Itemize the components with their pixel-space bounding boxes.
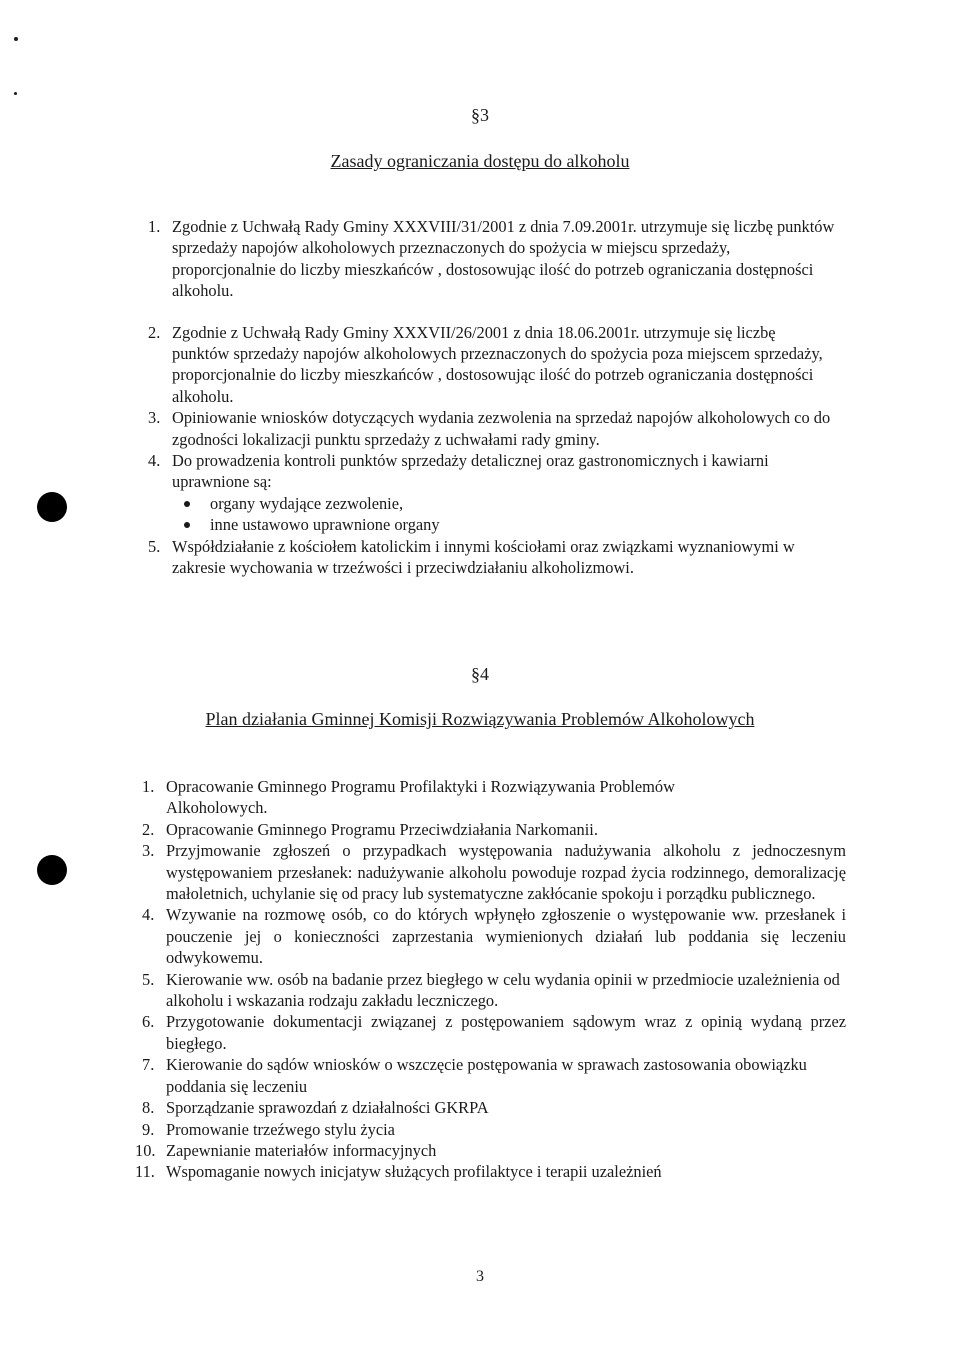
section-3-title: Zasady ograniczania dostępu do alkoholu (330, 151, 630, 171)
item-text: Wspomaganie nowych inicjatyw służących profilaktyce i terapii uzależnień (166, 1162, 662, 1182)
list-item (142, 969, 846, 1012)
list-item (142, 1097, 846, 1118)
list-item (142, 1011, 846, 1054)
list-item (142, 904, 846, 968)
list-item (135, 1140, 846, 1161)
list-item (148, 450, 835, 536)
item-text: Opracowanie Gminnego Programu Profilaktyki i Rozwiązywania Problemów Alkoholowych. (166, 777, 675, 818)
list-item (142, 840, 846, 904)
item-number: 10. (135, 1140, 156, 1160)
item-number: 1. (148, 217, 161, 236)
list-item (135, 1161, 846, 1182)
item-text: Wzywanie na rozmowę osób, co do których wpłynęło zgłoszenie o występowanie ww. przesłanek i pouczenie jej o konieczności zaprzestania wymienionych działań lub poddania się leczeniu odwykowemu. (166, 905, 846, 968)
item-number: 9. (142, 1119, 155, 1139)
section-4-heading: §4 (471, 664, 489, 684)
bullet-item (172, 493, 835, 514)
item-text: Promowanie trzeźwego stylu życia (166, 1119, 395, 1139)
binder-hole-top (37, 492, 67, 522)
list-item (142, 776, 846, 819)
scan-speck (14, 92, 17, 95)
list-item (142, 819, 846, 840)
item-number: 3. (148, 408, 161, 428)
item-text: Kierowanie ww. osób na badanie przez biegłego w celu wydania opinii w przedmiocie uzależnienia od alkoholu i wskazania rodzaju zakładu leczniczego. (166, 969, 840, 1011)
bullet-item (172, 514, 835, 535)
section-4-title: Plan działania Gminnej Komisji Rozwiązywania Problemów Alkoholowych (205, 709, 755, 729)
item-text: Przygotowanie dokumentacji związanej z postępowaniem sądowym wraz z opinią wydaną przez biegłego. (166, 1012, 846, 1053)
item-number: 7. (142, 1055, 155, 1075)
item-text: Współdziałanie z kościołem katolickim i innymi kościołami oraz związkami wyznaniowymi w zakresie wychowania w trzeźwości i przeciwdziałaniu alkoholizmowi. (172, 536, 795, 578)
item-text: Do prowadzenia kontroli punktów sprzedaży detalicznej oraz gastronomicznych i kawiarni uprawnione są: (172, 451, 769, 492)
item-number: 2. (142, 819, 155, 839)
item-number: 4. (142, 905, 155, 925)
item-text: Sporządzanie sprawozdań z działalności GKRPA (166, 1098, 489, 1118)
item-number: 8. (142, 1098, 155, 1118)
bullet-text: organy wydające zezwolenie, (210, 493, 404, 513)
item-text: Zapewnianie materiałów informacyjnych (166, 1140, 437, 1160)
item-number: 3. (142, 841, 155, 861)
list-item (148, 407, 835, 450)
bullet-text: inne ustawowo uprawnione organy (210, 515, 440, 535)
section-3-list (148, 216, 835, 579)
list-item (142, 1119, 846, 1140)
item-text: Zgodnie z Uchwałą Rady Gminy XXXVIII/31/2001 z dnia 7.09.2001r. utrzymuje się liczbę punktów sprzedaży napojów alkoholowych przeznaczonych do spożycia w miejscu sprzedaży, proporcjonalnie do liczby mieszkańców , dostosowując ilość do potrzeb ograniczania dostępności alkoholu. (172, 217, 835, 301)
list-item (148, 216, 835, 302)
item-number: 2. (148, 322, 161, 342)
item-number: 1. (142, 777, 155, 796)
bullet-list (172, 493, 835, 536)
section-3-heading: §3 (471, 105, 489, 125)
page-number: 3 (476, 1268, 484, 1285)
binder-hole-bottom (37, 855, 67, 885)
list-item (142, 1054, 846, 1097)
item-text: Opracowanie Gminnego Programu Przeciwdziałania Narkomanii. (166, 819, 598, 839)
item-number: 5. (148, 536, 161, 556)
item-text: Zgodnie z Uchwałą Rady Gminy XXXVII/26/2001 z dnia 18.06.2001r. utrzymuje się liczbę punktów sprzedaży napojów alkoholowych przeznaczonych do spożycia poza miejscem sprzedaży, proporcjonalnie do liczby mieszkańców , dostosowując ilość do potrzeb ograniczania dostępności alkoholu. (172, 322, 823, 406)
section-4-list (135, 776, 846, 1183)
item-text: Opiniowanie wniosków dotyczących wydania zezwolenia na sprzedaż napojów alkoholowych co do zgodności lokalizacji punktu sprzedaży z uchwałami rady gminy. (172, 408, 831, 449)
bullet-icon (184, 501, 190, 507)
item-text: Kierowanie do sądów wniosków o wszczęcie postępowania w sprawach zastosowania obowiązku poddania się leczeniu (166, 1055, 807, 1096)
item-number: 11. (135, 1162, 155, 1182)
bullet-icon (184, 522, 190, 528)
list-item (148, 322, 835, 408)
scan-speck (14, 37, 18, 41)
item-number: 4. (148, 451, 161, 471)
item-number: 5. (142, 969, 155, 989)
list-item (148, 536, 835, 579)
item-text: Przyjmowanie zgłoszeń o przypadkach występowania nadużywania alkoholu z jednoczesnym występowaniem przesłanek: nadużywanie alkoholu powoduje rozpad życia rodzinnego, demoralizację małoletnich, uchylanie się od pracy lub systematyczne zakłócanie spokoju i porządku publicznego. (166, 841, 846, 904)
item-number: 6. (142, 1012, 155, 1032)
